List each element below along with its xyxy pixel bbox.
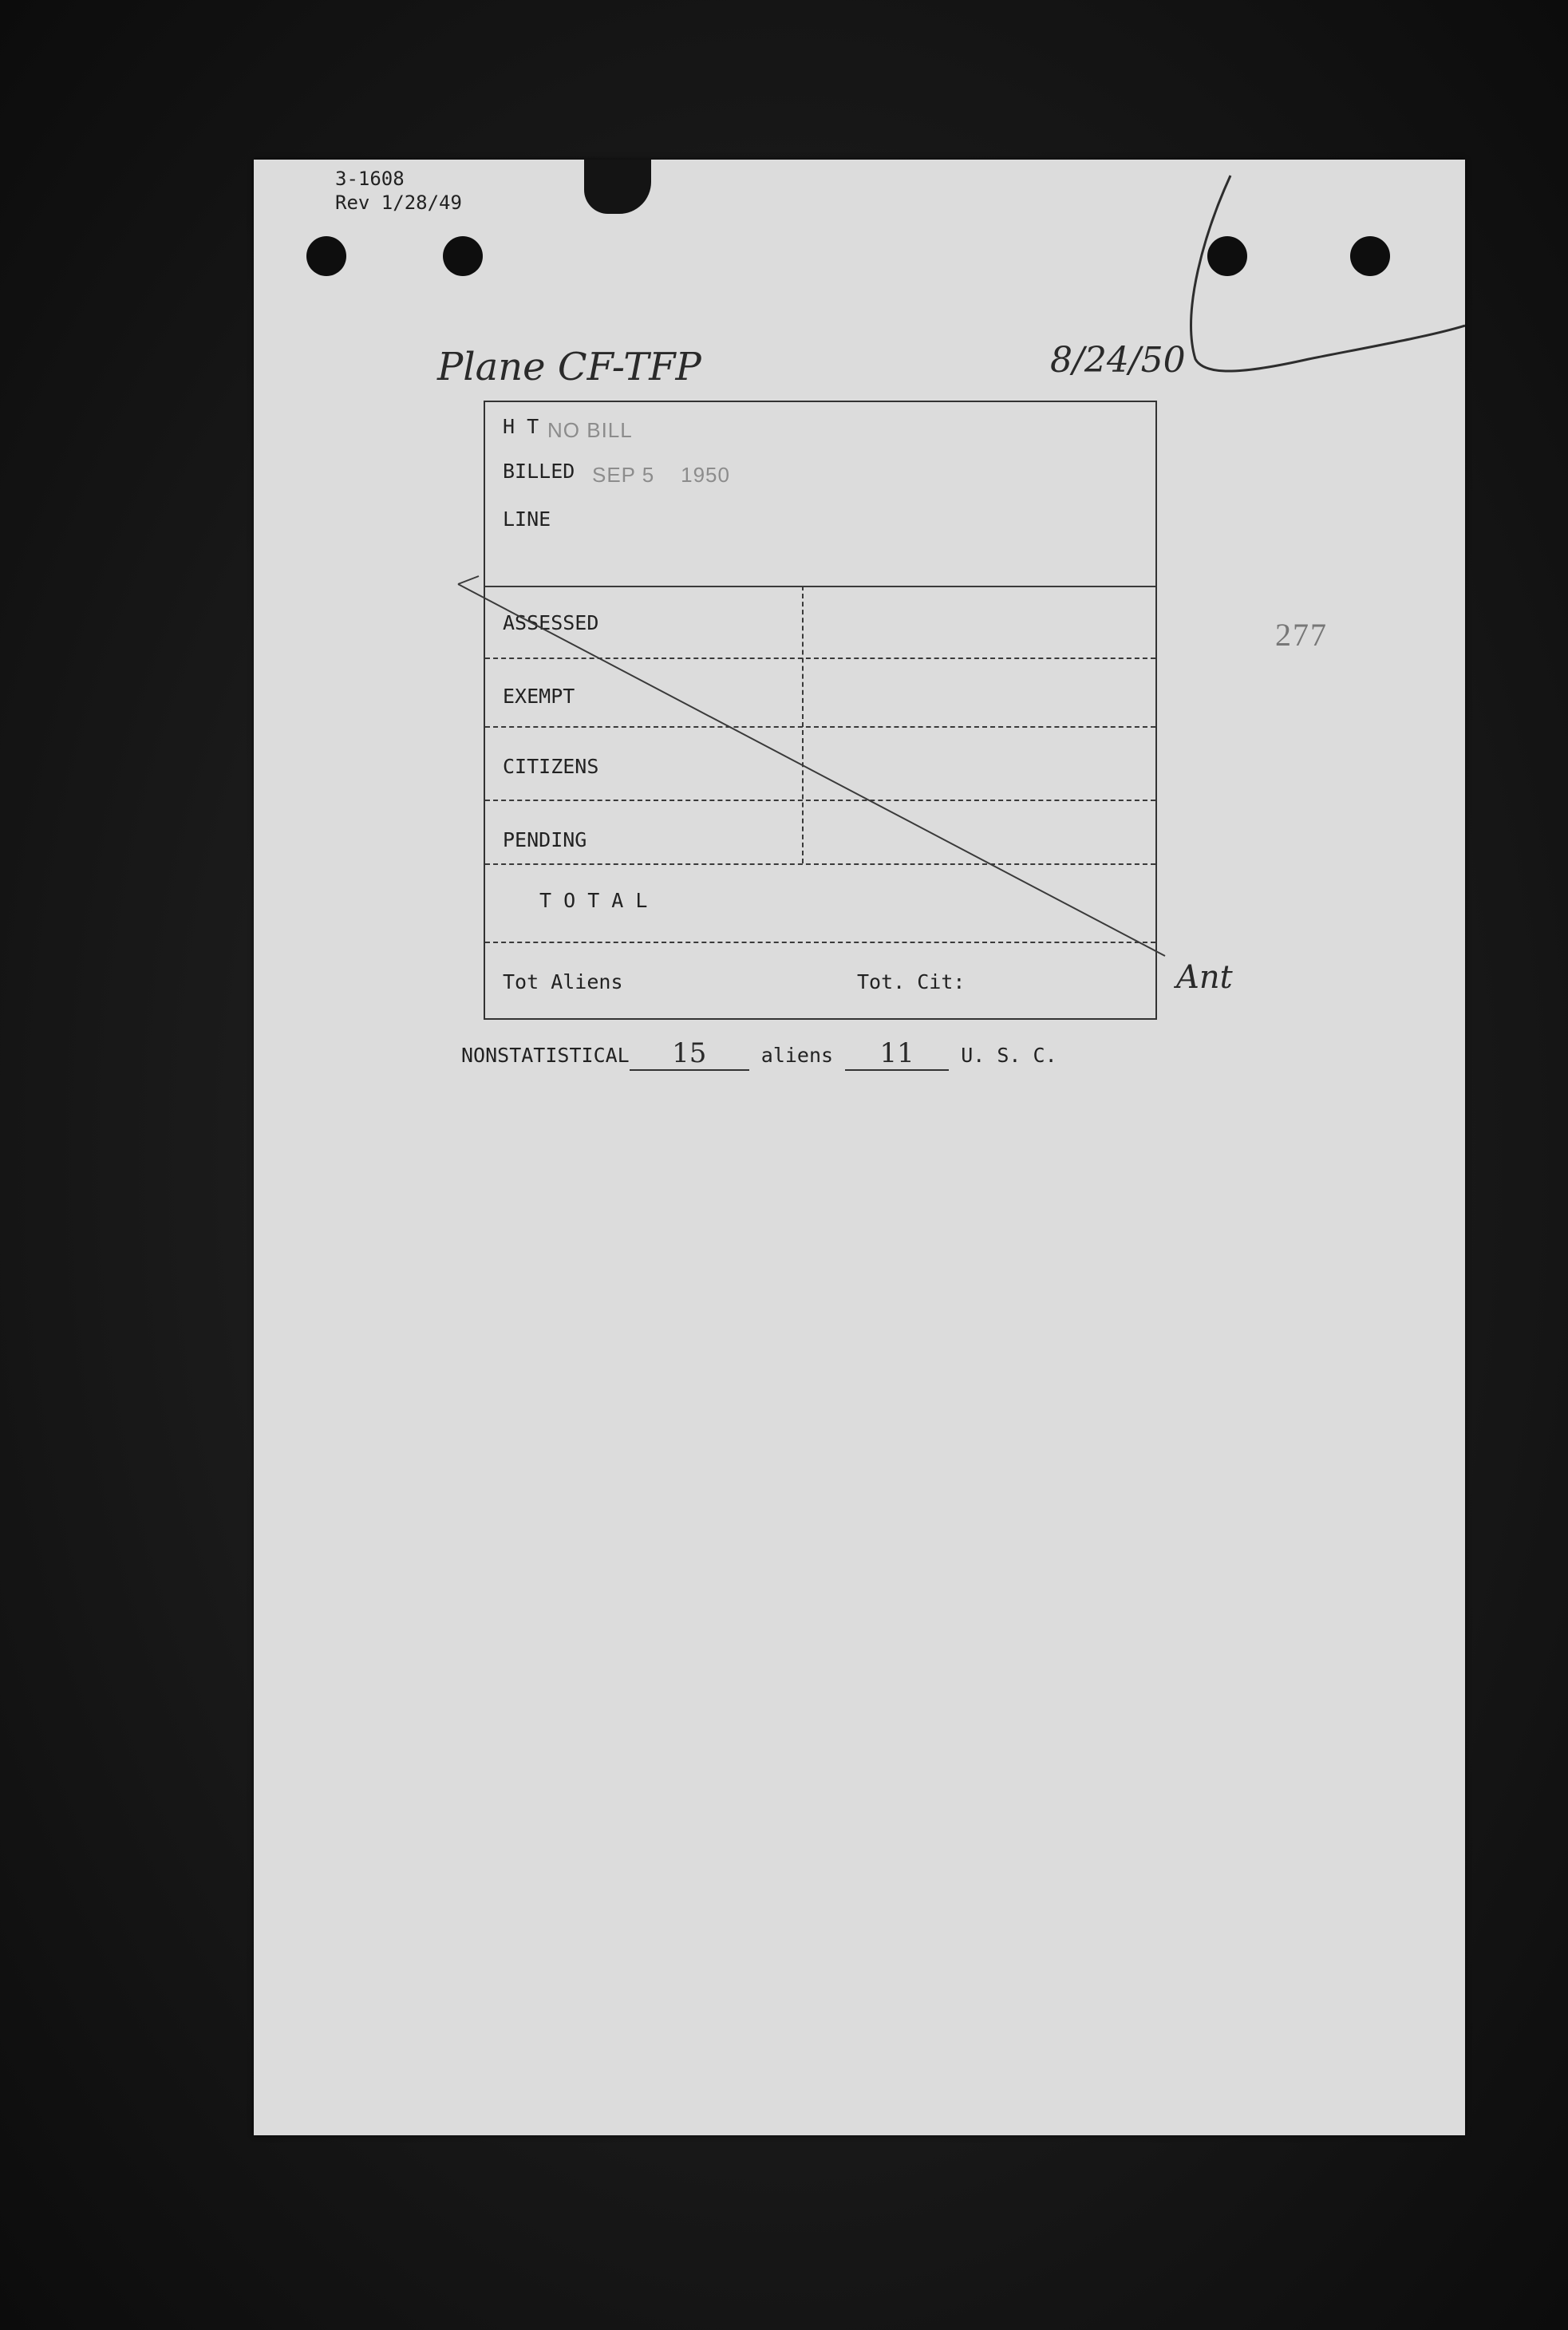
row-assessed: ASSESSED xyxy=(503,611,599,634)
billed-date-stamp: SEP 5 1950 xyxy=(592,463,730,487)
no-bill-stamp: NO BILL xyxy=(547,418,633,442)
punch-hole-2 xyxy=(443,236,483,276)
row-pending: PENDING xyxy=(503,828,587,851)
handwritten-date: 8/24/50 xyxy=(1050,340,1186,381)
tot-cit-label: Tot. Cit: xyxy=(857,970,966,993)
diagonal-strike-line xyxy=(447,575,1181,966)
handwritten-initials: Ant xyxy=(1176,959,1233,996)
pencil-mark xyxy=(1173,168,1465,383)
nonstatistical-label: NONSTATISTICAL xyxy=(461,1044,630,1067)
aliens-count: 15 xyxy=(630,1037,749,1071)
total-label: T O T A L xyxy=(539,889,648,912)
form-number: 3-1608 xyxy=(335,168,405,190)
tot-aliens-label: Tot Aliens xyxy=(503,970,623,993)
punch-hole-1 xyxy=(306,236,346,276)
line-label: LINE xyxy=(503,507,551,531)
handwritten-plane: Plane CF-TFP xyxy=(437,345,701,389)
row-exempt: EXEMPT xyxy=(503,685,575,708)
billed-label: BILLED xyxy=(503,460,575,483)
aliens-label: aliens xyxy=(760,1044,834,1067)
usc-label: U. S. C. xyxy=(961,1044,1057,1067)
form-revision: Rev 1/28/49 xyxy=(335,192,462,214)
page-number: 277 xyxy=(1275,617,1328,653)
nonstatistical-line xyxy=(461,1037,1057,1071)
usc-count: 11 xyxy=(845,1037,949,1071)
row-citizens: CITIZENS xyxy=(503,755,599,778)
ht-label: H T xyxy=(503,415,539,438)
